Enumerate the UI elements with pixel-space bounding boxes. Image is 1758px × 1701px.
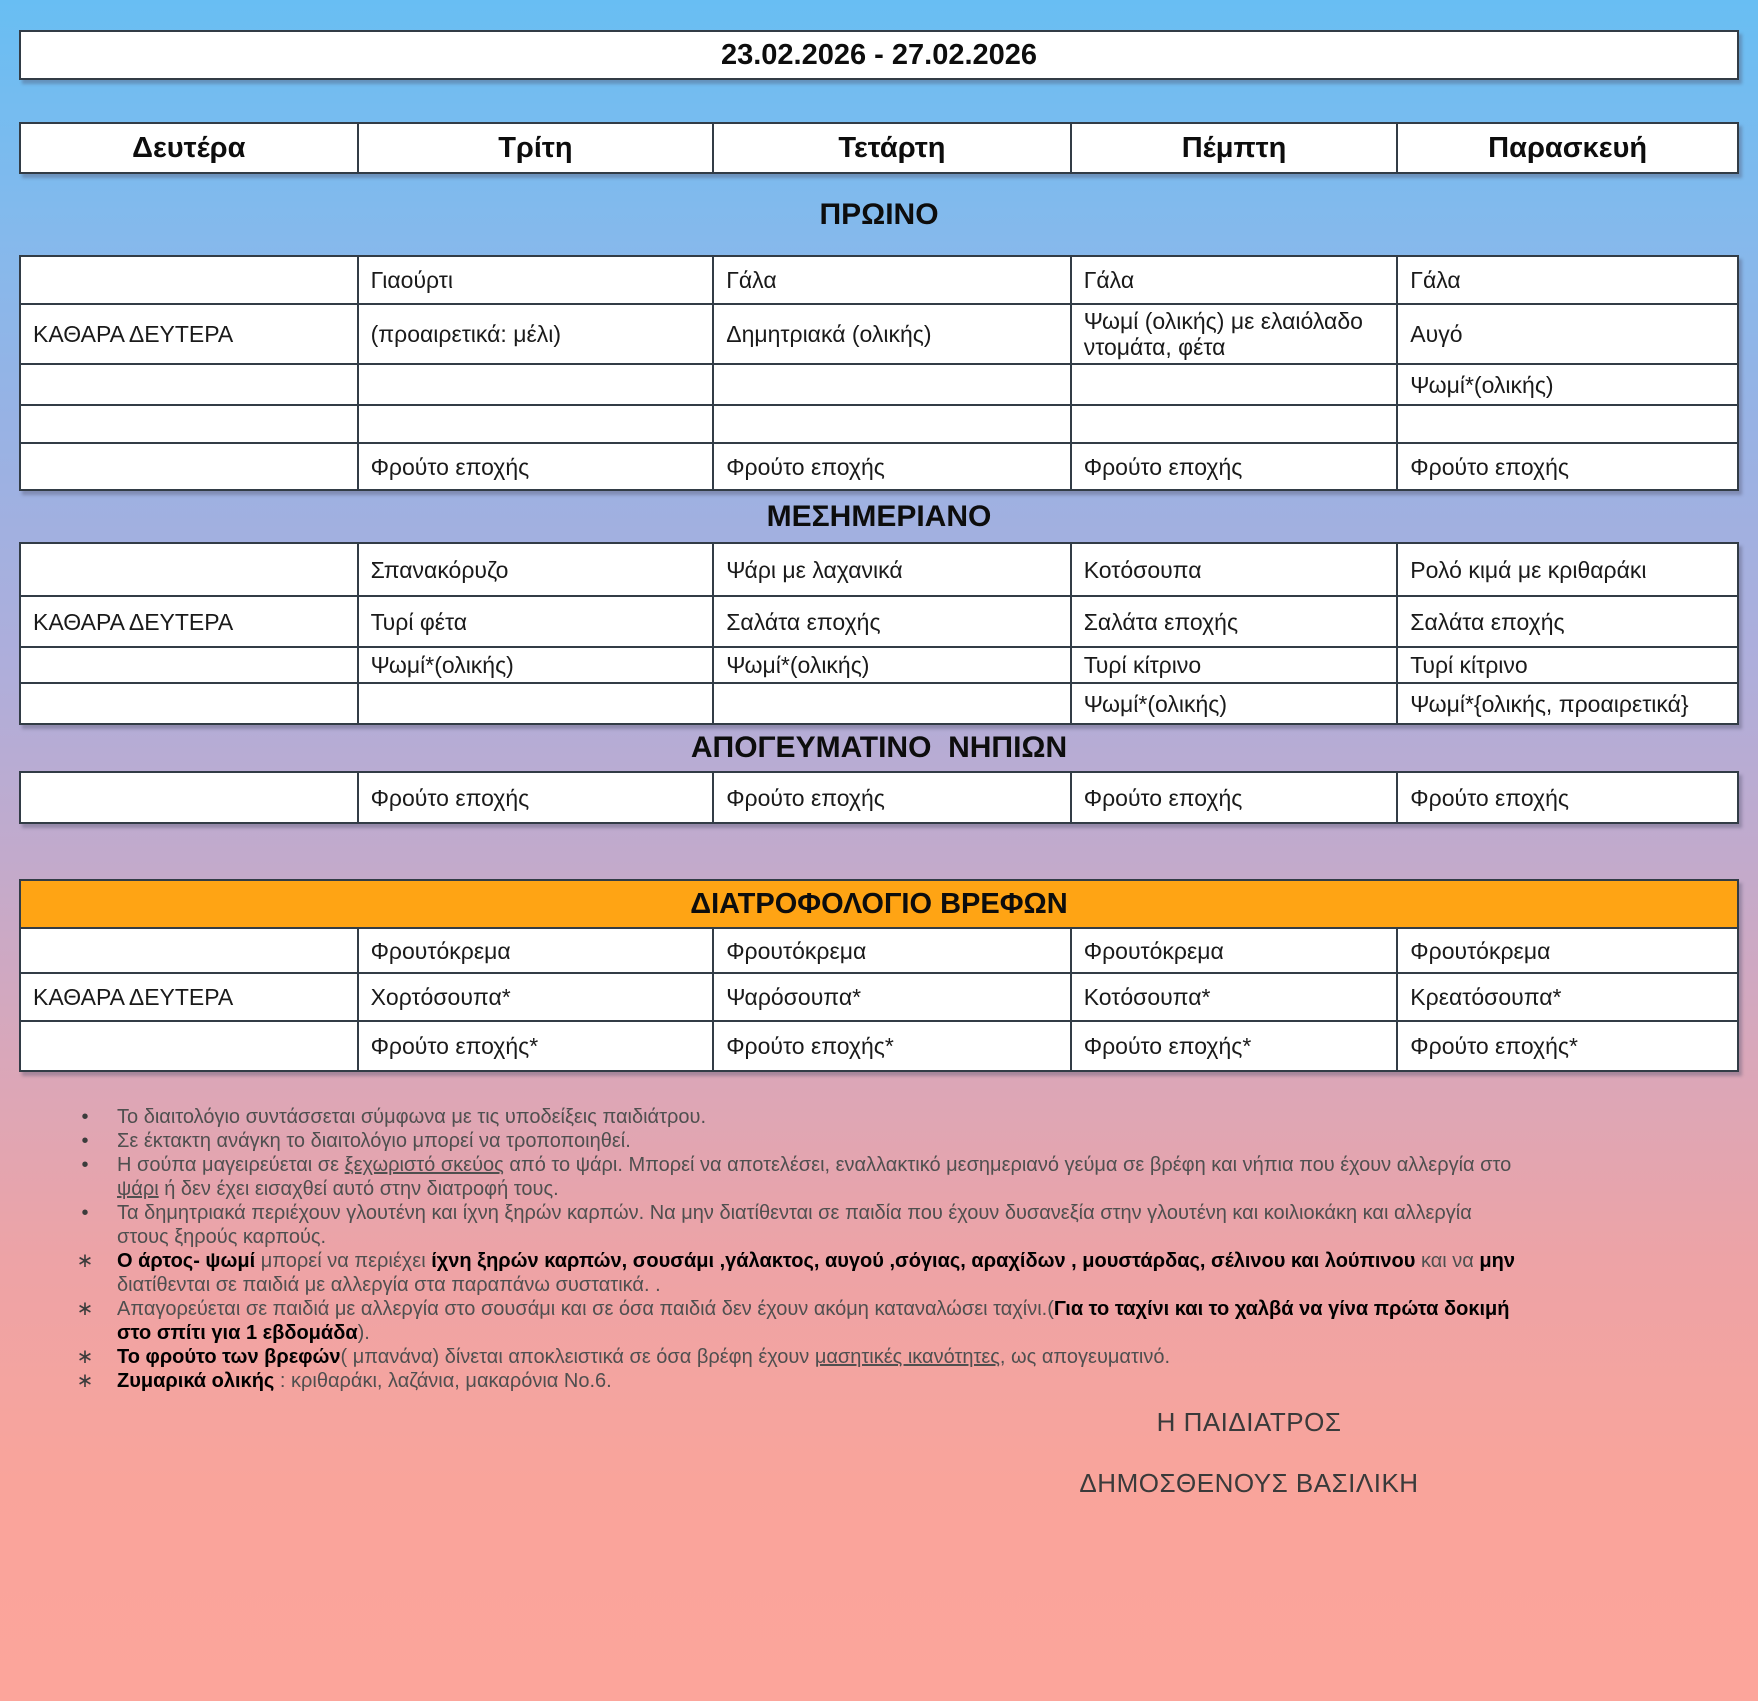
menu-cell-infants-r3-c4: Φρούτο εποχής* <box>1072 1022 1399 1072</box>
note-text: Τα δημητριακά περιέχουν γλουτένη και ίχνη ξηρών καρπών. Να μην διατίθενται σε παιδία που έχουν δυσανεξία στην γλουτένη και κοιλιοκάκη και αλλεργία στους ξηρούς καρπούς. <box>117 1202 1472 1248</box>
menu-cell-infants-r1-c4: Φρουτόκρεμα <box>1072 929 1399 974</box>
menu-cell-infants-r3-c5: Φρούτο εποχής* <box>1398 1022 1739 1072</box>
menu-cell-afternoon-r1-c2: Φρούτο εποχής <box>359 773 715 824</box>
menu-cell-lunch-r4-c5: Ψωμί*{ολικής, προαιρετικά} <box>1398 684 1739 725</box>
note-text: Σε έκτακτη ανάγκη το διαιτολόγιο μπορεί να τροποποιηθεί. <box>117 1130 631 1152</box>
menu-cell-breakfast-r4-c3 <box>714 406 1072 444</box>
menu-cell-infants-r2-c2: Χορτόσουπα* <box>359 974 715 1022</box>
menu-cell-infants-r2-c4: Κοτόσουπα* <box>1072 974 1399 1022</box>
note-item-2 <box>71 1129 1519 1153</box>
notes-list <box>71 1105 1519 1393</box>
day-header-cell-3: Τετάρτη <box>714 124 1072 174</box>
menu-cell-breakfast-r2-c3: Δημητριακά (ολικής) <box>714 305 1072 365</box>
menu-cell-breakfast-r3-c2 <box>359 365 715 406</box>
section-banner-infants: ΔΙΑΤΡΟΦΟΛΟΓΙΟ ΒΡΕΦΩΝ <box>21 881 1739 929</box>
menu-cell-infants-r3-c3: Φρούτο εποχής* <box>714 1022 1072 1072</box>
menu-cell-breakfast-r3-c3 <box>714 365 1072 406</box>
menu-cell-breakfast-r4-c1 <box>21 406 359 444</box>
menu-cell-lunch-r1-c1 <box>21 544 359 597</box>
menu-cell-infants-r1-c3: Φρουτόκρεμα <box>714 929 1072 974</box>
menu-cell-breakfast-r1-c5: Γάλα <box>1398 257 1739 305</box>
note-text: Το διαιτολόγιο συντάσσεται σύμφωνα με τις υποδείξεις παιδιάτρου. <box>117 1106 707 1128</box>
note-item-3 <box>71 1153 1519 1201</box>
date-range-bar <box>19 30 1739 80</box>
asterisk-marker: ∗ <box>76 1298 94 1320</box>
menu-cell-infants-r1-c5: Φρουτόκρεμα <box>1398 929 1739 974</box>
note-item-7 <box>71 1345 1519 1369</box>
day-header-cell-1: Δευτέρα <box>21 124 359 174</box>
menu-cell-afternoon-r1-c1 <box>21 773 359 824</box>
menu-cell-lunch-r4-c3 <box>714 684 1072 725</box>
menu-cell-breakfast-r2-c2: (προαιρετικά: μέλι) <box>359 305 715 365</box>
menu-cell-lunch-r3-c5: Τυρί κίτρινο <box>1398 648 1739 684</box>
menu-cell-breakfast-r3-c4 <box>1072 365 1399 406</box>
menu-cell-lunch-r3-c4: Τυρί κίτρινο <box>1072 648 1399 684</box>
menu-cell-lunch-r3-c2: Ψωμί*(ολικής) <box>359 648 715 684</box>
menu-cell-lunch-r2-c2: Τυρί φέτα <box>359 597 715 648</box>
menu-cell-breakfast-r1-c3: Γάλα <box>714 257 1072 305</box>
note-text: Η σούπα μαγειρεύεται σε ξεχωριστό σκεύος από το ψάρι. Μπορεί να αποτελέσει, εναλλακτικό μεσημεριανό γεύμα σε βρέφη και νήπια που έχουν αλλεργία στο ψάρι ή δεν έχει εισαχθεί αυτό στην διατροφή τους. <box>117 1154 1512 1200</box>
note-item-5 <box>71 1249 1519 1297</box>
menu-cell-breakfast-r5-c2: Φρούτο εποχής <box>359 444 715 491</box>
menu-table-breakfast <box>19 255 1739 491</box>
menu-cell-lunch-r2-c1: ΚΑΘΑΡΑ ΔΕΥΤΕΡΑ <box>21 597 359 648</box>
note-item-8 <box>71 1369 1519 1393</box>
menu-cell-infants-r2-c3: Ψαρόσουπα* <box>714 974 1072 1022</box>
menu-cell-breakfast-r3-c1 <box>21 365 359 406</box>
menu-cell-breakfast-r2-c1: ΚΑΘΑΡΑ ΔΕΥΤΕΡΑ <box>21 305 359 365</box>
menu-cell-breakfast-r3-c5: Ψωμί*(ολικής) <box>1398 365 1739 406</box>
menu-cell-lunch-r3-c1 <box>21 648 359 684</box>
menu-cell-lunch-r2-c3: Σαλάτα εποχής <box>714 597 1072 648</box>
menu-cell-breakfast-r4-c4 <box>1072 406 1399 444</box>
day-header-cell-4: Πέμπτη <box>1072 124 1399 174</box>
menu-cell-infants-r1-c2: Φρουτόκρεμα <box>359 929 715 974</box>
menu-cell-breakfast-r2-c5: Αυγό <box>1398 305 1739 365</box>
note-text: Ζυμαρικά ολικής : κριθαράκι, λαζάνια, μακαρόνια Νο.6. <box>117 1370 612 1392</box>
day-header-row <box>19 122 1739 174</box>
menu-cell-lunch-r1-c3: Ψάρι με λαχανικά <box>714 544 1072 597</box>
asterisk-marker: ∗ <box>76 1346 94 1368</box>
menu-cell-infants-r3-c1 <box>21 1022 359 1072</box>
menu-cell-breakfast-r4-c5 <box>1398 406 1739 444</box>
menu-cell-breakfast-r1-c4: Γάλα <box>1072 257 1399 305</box>
menu-cell-lunch-r4-c1 <box>21 684 359 725</box>
bullet-marker: • <box>81 1130 89 1152</box>
day-header-cell-2: Τρίτη <box>359 124 715 174</box>
bullet-marker: • <box>81 1202 89 1224</box>
asterisk-marker: ∗ <box>76 1250 94 1272</box>
menu-cell-lunch-r3-c3: Ψωμί*(ολικής) <box>714 648 1072 684</box>
signature-name: ΔΗΜΟΣΘΕΝΟΥΣ ΒΑΣΙΛΙΚΗ <box>1079 1468 1419 1498</box>
note-item-4 <box>71 1201 1519 1249</box>
menu-cell-infants-r2-c1: ΚΑΘΑΡΑ ΔΕΥΤΕΡΑ <box>21 974 359 1022</box>
section-heading-breakfast: ΠΡΩΙΝΟ <box>819 197 939 231</box>
bullet-marker: • <box>81 1106 89 1128</box>
note-item-1 <box>71 1105 1519 1129</box>
section-heading-lunch: ΜΕΣΗΜΕΡΙΑΝΟ <box>766 499 992 533</box>
menu-cell-breakfast-r5-c3: Φρούτο εποχής <box>714 444 1072 491</box>
date-range-text: 23.02.2026 - 27.02.2026 <box>720 38 1038 71</box>
section-heading-afternoon: ΑΠΟΓΕΥΜΑΤΙΝΟ ΝΗΠΙΩΝ <box>690 731 1068 764</box>
menu-cell-infants-r3-c2: Φρούτο εποχής* <box>359 1022 715 1072</box>
signature-role: Η ΠΑΙΔΙΑΤΡΟΣ <box>1156 1407 1342 1437</box>
note-text: Το φρούτο των βρεφών( μπανάνα) δίνεται αποκλειστικά σε όσα βρέφη έχουν μασητικές ικανότητες, ως απογευματινό. <box>117 1346 1171 1368</box>
day-header-cell-5: Παρασκευή <box>1398 124 1739 174</box>
menu-cell-breakfast-r1-c2: Γιαούρτι <box>359 257 715 305</box>
menu-cell-lunch-r2-c5: Σαλάτα εποχής <box>1398 597 1739 648</box>
menu-cell-afternoon-r1-c3: Φρούτο εποχής <box>714 773 1072 824</box>
menu-cell-infants-r1-c1 <box>21 929 359 974</box>
menu-cell-breakfast-r5-c4: Φρούτο εποχής <box>1072 444 1399 491</box>
menu-cell-afternoon-r1-c5: Φρούτο εποχής <box>1398 773 1739 824</box>
menu-cell-infants-r2-c5: Κρεατόσουπα* <box>1398 974 1739 1022</box>
menu-cell-lunch-r4-c4: Ψωμί*(ολικής) <box>1072 684 1399 725</box>
menu-table-lunch <box>19 542 1739 725</box>
menu-cell-breakfast-r1-c1 <box>21 257 359 305</box>
asterisk-marker: ∗ <box>76 1370 94 1392</box>
menu-sections <box>19 174 1739 1072</box>
note-text: Ο άρτος- ψωμί μπορεί να περιέχει ίχνη ξηρών καρπών, σουσάμι ,γάλακτος, αυγού ,σόγιας, αραχίδων , μουστάρδας, σέλινου και λούπινου και να μην διατίθενται σε παιδιά με αλλεργία στα παραπάνω συστατικά. . <box>117 1250 1515 1296</box>
menu-table-afternoon <box>19 771 1739 824</box>
menu-cell-breakfast-r2-c4: Ψωμί (ολικής) με ελαιόλαδο ντομάτα, φέτα <box>1072 305 1399 365</box>
menu-cell-lunch-r4-c2 <box>359 684 715 725</box>
menu-cell-lunch-r1-c4: Κοτόσουπα <box>1072 544 1399 597</box>
menu-cell-breakfast-r5-c5: Φρούτο εποχής <box>1398 444 1739 491</box>
signature-block <box>949 1407 1549 1499</box>
menu-cell-afternoon-r1-c4: Φρούτο εποχής <box>1072 773 1399 824</box>
note-item-6 <box>71 1297 1519 1345</box>
menu-cell-breakfast-r4-c2 <box>359 406 715 444</box>
menu-cell-lunch-r2-c4: Σαλάτα εποχής <box>1072 597 1399 648</box>
menu-cell-lunch-r1-c5: Ρολό κιμά με κριθαράκι <box>1398 544 1739 597</box>
menu-cell-breakfast-r5-c1 <box>21 444 359 491</box>
menu-cell-lunch-r1-c2: Σπανακόρυζο <box>359 544 715 597</box>
menu-table-infants <box>19 879 1739 1072</box>
note-text: Απαγορεύεται σε παιδιά με αλλεργία στο σουσάμι και σε όσα παιδιά δεν έχουν ακόμη καταναλώσει ταχίνι.(Για το ταχίνι και το χαλβά να γίνα πρώτα δοκιμή στο σπίτι για 1 εβδομάδα). <box>117 1298 1510 1344</box>
bullet-marker: • <box>81 1154 89 1176</box>
